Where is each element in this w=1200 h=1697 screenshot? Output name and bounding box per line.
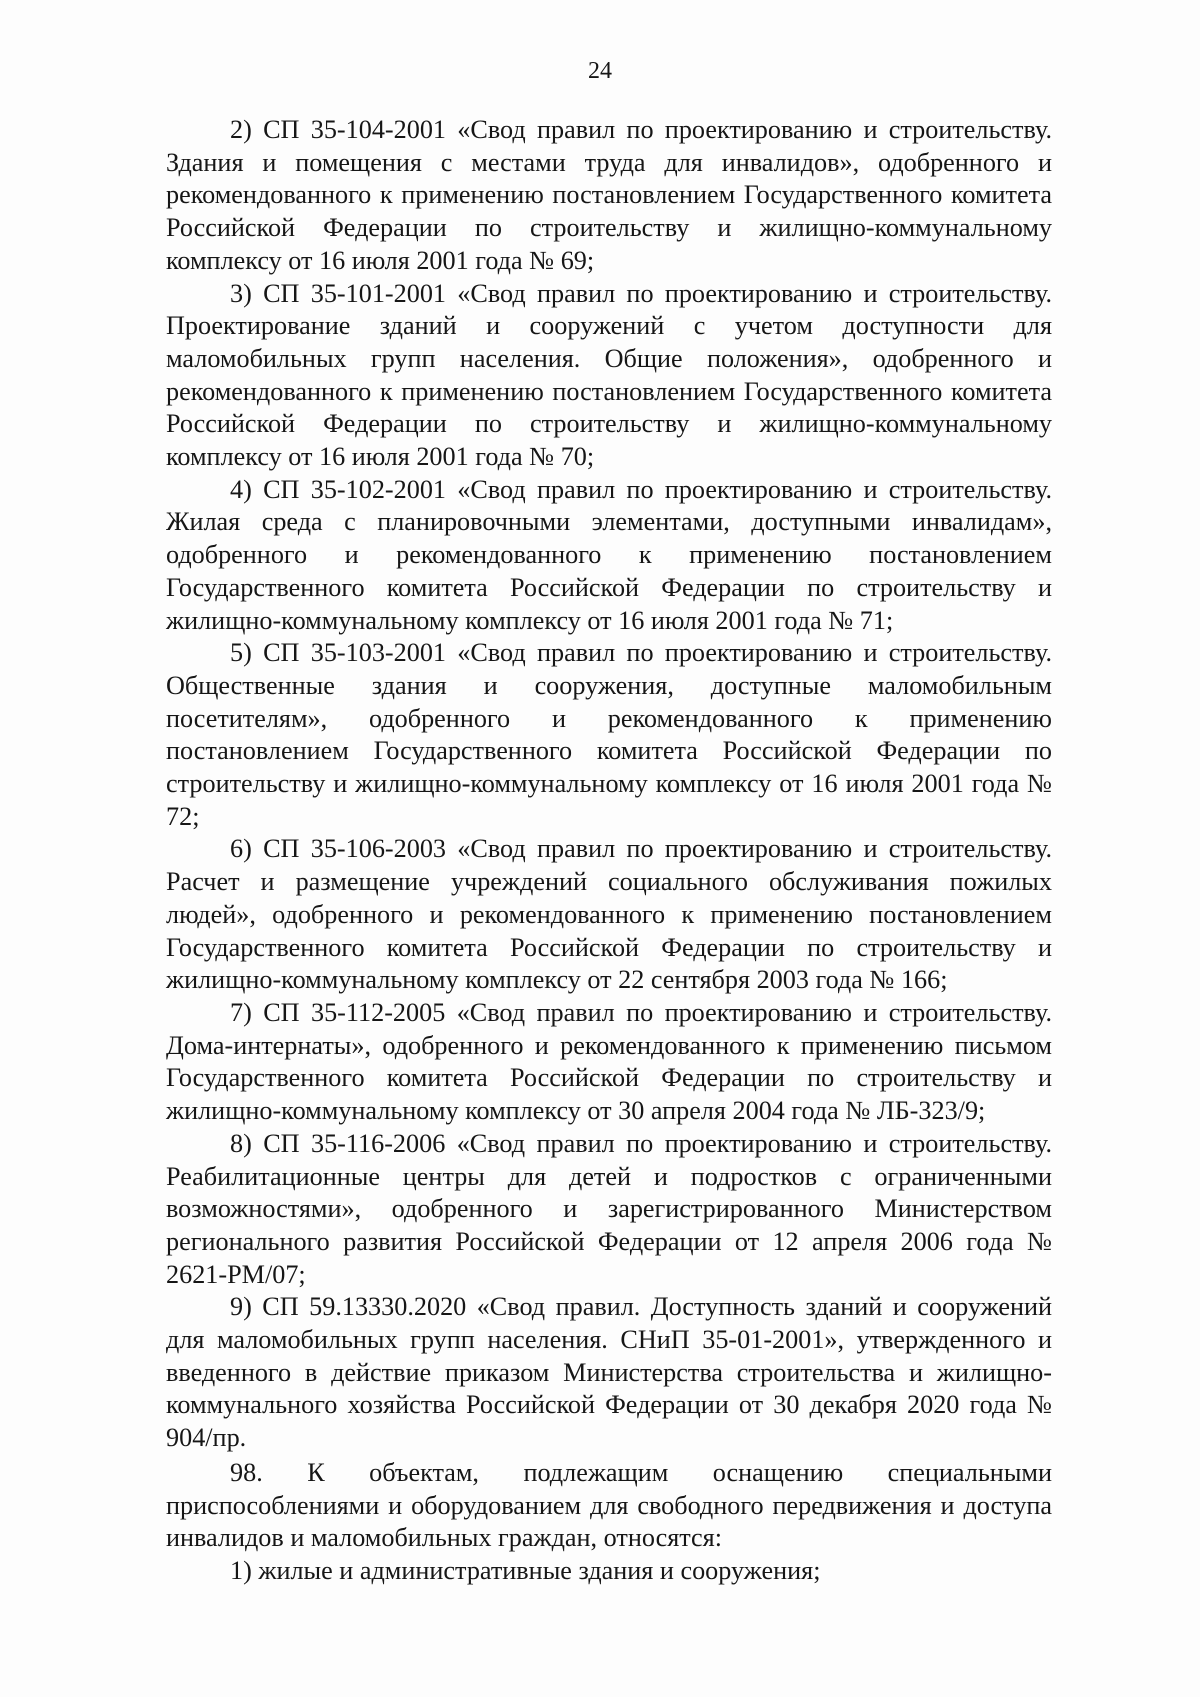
clause-98: 98. К объектам, подлежащим оснащению специальными приспособлениями и оборудованием для свободного передвижения и доступа инвалидов и маломобильных граждан, относятся: <box>166 1457 1052 1553</box>
page-number: 24 <box>588 58 612 84</box>
list-item-sp-35-103-2001: 5) СП 35-103-2001 «Свод правил по проектированию и строительству. Общественные здания и сооружения, доступные маломобильным посетителям», одобренного и рекомендованного к применению постановлением Государственного комитета Российской Федерации по строительству и жилищно-коммунальному комплексу от 16 июля 2001 года № 72; <box>166 638 1052 831</box>
document-body <box>166 114 1052 1588</box>
list-item-sp-35-116-2006: 8) СП 35-116-2006 «Свод правил по проектированию и строительству. Реабилитационные центры для детей и подростков с ограниченными возможностями», одобренного и зарегистрированного Министерством регионального развития Российской Федерации от 12 апреля 2006 года № 2621-РМ/07; <box>166 1128 1052 1289</box>
list-item-sp-35-104-2001: 2) СП 35-104-2001 «Свод правил по проектированию и строительству. Здания и помещения с местами труда для инвалидов», одобренного и рекомендованного к применению постановлением Государственного комитета Российской Федерации по строительству и жилищно-коммунальному комплексу от 16 июля 2001 года № 69; <box>166 115 1052 275</box>
list-item-sp-35-106-2003: 6) СП 35-106-2003 «Свод правил по проектированию и строительству. Расчет и размещение учреждений социального обслуживания пожилых людей», одобренного и рекомендованного к применению постановлением Государственного комитета Российской Федерации по строительству и жилищно-коммунальному комплексу от 22 сентября 2003 года № 166; <box>166 834 1052 995</box>
list-item-sp-35-112-2005: 7) СП 35-112-2005 «Свод правил по проектированию и строительству. Дома-интернаты», одобренного и рекомендованного к применению письмом Государственного комитета Российской Федерации по строительству и жилищно-коммунальному комплексу от 30 апреля 2004 года № ЛБ-323/9; <box>166 997 1052 1126</box>
list-item-sp-59-13330-2020: 9) СП 59.13330.2020 «Свод правил. Доступность зданий и сооружений для маломобильных групп населения. СНиП 35-01-2001», утвержденного и введенного в действие приказом Министерства строительства и жилищно-коммунального хозяйства Российской Федерации от 30 декабря 2020 года № 904/пр. <box>166 1292 1052 1453</box>
list-item-sp-35-102-2001: 4) СП 35-102-2001 «Свод правил по проектированию и строительству. Жилая среда с планировочными элементами, доступными инвалидам», одобренного и рекомендованного к применению постановлением Государственного комитета Российской Федерации по строительству и жилищно-коммунальному комплексу от 16 июля 2001 года № 71; <box>166 474 1052 635</box>
list-item-residential-buildings: 1) жилые и административные здания и сооружения; <box>230 1555 821 1585</box>
list-item-sp-35-101-2001: 3) СП 35-101-2001 «Свод правил по проектированию и строительству. Проектирование зданий и сооружений с учетом доступности для маломобильных групп населения. Общие положения», одобренного и рекомендованного к применению постановлением Государственного комитета Российской Федерации по строительству и жилищно-коммунальному комплексу от 16 июля 2001 года № 70; <box>166 278 1052 472</box>
